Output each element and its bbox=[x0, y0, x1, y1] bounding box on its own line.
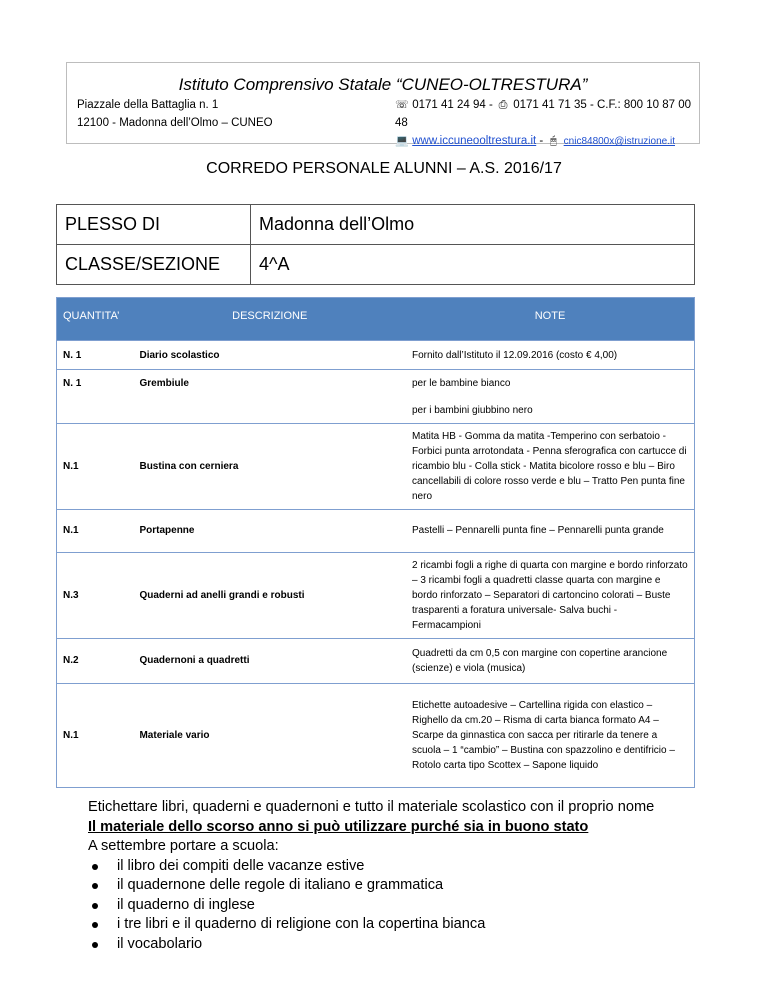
items-table bbox=[56, 297, 695, 788]
list-item: il libro dei compiti delle vacanze estive bbox=[88, 857, 654, 877]
plesso-value: Madonna dell’Olmo bbox=[251, 205, 695, 245]
item-quantity: N. 1 bbox=[57, 370, 134, 398]
table-row bbox=[57, 423, 695, 509]
separator: - bbox=[488, 99, 493, 111]
item-description: Grembiule bbox=[133, 370, 406, 398]
phone-icon: ☏ bbox=[395, 99, 409, 111]
label-instruction: Etichettare libri, quaderni e quadernoni e tutto il materiale scolastico con il proprio nome bbox=[88, 799, 655, 815]
reuse-notice: Il materiale dello scorso anno si può utilizzare purché sia in buono stato bbox=[88, 818, 589, 835]
item-quantity: N.2 bbox=[57, 638, 134, 683]
tax-code: C.F.: 800 10 87 00 48 bbox=[395, 99, 691, 129]
table-row bbox=[57, 341, 695, 370]
item-description: Materiale vario bbox=[133, 683, 406, 787]
item-quantity bbox=[57, 398, 134, 424]
item-note: Quadretti da cm 0,5 con margine con copertine arancione (scienze) e viola (musica) bbox=[406, 638, 695, 683]
fax-icon: ⎙ bbox=[498, 99, 508, 111]
document-title: CORREDO PERSONALE ALUNNI – A.S. 2016/17 bbox=[206, 160, 562, 177]
footer-notes bbox=[88, 798, 654, 954]
item-note: Etichette autoadesive – Cartellina rigida con elastico – Righello da cm.20 – Risma di carta bianca formato A4 – Scarpe da ginnastica con sacca per ritirarle da tenere a scuola – 1 “cambio” – Bustina con spazzolino e dentifricio – Rotolo carta tipo Scottex – Sapone liquido bbox=[406, 683, 695, 787]
mouse-icon: 🖱 bbox=[550, 135, 557, 147]
info-table bbox=[56, 204, 695, 285]
item-description: Portapenne bbox=[133, 509, 406, 552]
letterhead bbox=[66, 62, 700, 147]
list-item: il quadernone delle regole di italiano e grammatica bbox=[88, 876, 654, 896]
item-description: Quaderni ad anelli grandi e robusti bbox=[133, 552, 406, 638]
table-row bbox=[57, 683, 695, 787]
column-header-notes: NOTE bbox=[406, 298, 695, 341]
column-header-quantity: QUANTITA’ bbox=[57, 298, 134, 341]
item-note: per le bambine bianco bbox=[406, 370, 695, 398]
item-quantity: N.3 bbox=[57, 552, 134, 638]
table-row bbox=[57, 552, 695, 638]
school-name: Istituto Comprensivo Statale “CUNEO-OLTRESTURA” bbox=[178, 75, 588, 94]
item-note: Matita HB - Gomma da matita -Temperino con serbatoio - Forbici punta arrotondata - Penna sferografica con cartucce di ricambio blu - Colla stick - Matita bicolore rosso e blu – Biro cancellabili di colore rosso verde e blu – Tratto Pen punta fine nero bbox=[406, 423, 695, 509]
contacts-line-1 bbox=[395, 96, 699, 132]
item-quantity: N.1 bbox=[57, 509, 134, 552]
item-quantity: N.1 bbox=[57, 683, 134, 787]
item-note: 2 ricambi fogli a righe di quarta con margine e bordo rinforzato – 3 ricambi fogli a quadretti classe quarta con margine e bordo rinforzato – Separatori di cartoncino colorati – Buste trasparenti a foratura universale- Salva buchi - Fermacampioni bbox=[406, 552, 695, 638]
address-line-1: Piazzale della Battaglia n. 1 bbox=[77, 99, 219, 111]
separator: - bbox=[539, 135, 544, 147]
classe-row bbox=[57, 245, 695, 285]
email-link[interactable]: cnic84800x@istruzione.it bbox=[563, 136, 675, 147]
item-quantity: N.1 bbox=[57, 423, 134, 509]
separator: - bbox=[589, 99, 594, 111]
list-item: i tre libri e il quaderno di religione con la copertina bianca bbox=[88, 915, 654, 935]
website-link[interactable]: www.iccuneooltrestura.it bbox=[412, 135, 537, 147]
table-row bbox=[57, 509, 695, 552]
list-item: il quaderno di inglese bbox=[88, 896, 654, 916]
items-header-row bbox=[57, 298, 695, 341]
item-note: Fornito dall’Istituto il 12.09.2016 (costo € 4,00) bbox=[406, 341, 695, 370]
item-note: per i bambini giubbino nero bbox=[412, 404, 533, 416]
item-description bbox=[133, 398, 406, 424]
classe-value: 4^A bbox=[251, 245, 695, 285]
plesso-label: PLESSO DI bbox=[57, 205, 251, 245]
item-quantity: N. 1 bbox=[57, 341, 134, 370]
plesso-row bbox=[57, 205, 695, 245]
school-address bbox=[77, 96, 273, 132]
address-line-2: 12100 - Madonna dell’Olmo – CUNEO bbox=[77, 117, 273, 129]
phone-number: 0171 41 24 94 bbox=[412, 99, 486, 111]
classe-label: CLASSE/SEZIONE bbox=[57, 245, 251, 285]
contacts-line-2 bbox=[395, 132, 699, 151]
item-description: Bustina con cerniera bbox=[133, 423, 406, 509]
september-intro: A settembre portare a scuola: bbox=[88, 838, 279, 854]
table-row bbox=[57, 370, 695, 398]
item-note: Pastelli – Pennarelli punta fine – Pennarelli punta grande bbox=[406, 509, 695, 552]
september-list bbox=[88, 857, 654, 955]
school-contacts bbox=[395, 96, 699, 151]
column-header-description: DESCRIZIONE bbox=[133, 298, 406, 341]
list-item: il vocabolario bbox=[88, 935, 654, 955]
table-row bbox=[57, 638, 695, 683]
item-description: Diario scolastico bbox=[133, 341, 406, 370]
fax-number: 0171 41 71 35 bbox=[513, 99, 587, 111]
computer-icon: 💻 bbox=[395, 135, 409, 147]
table-row bbox=[57, 398, 695, 424]
item-description: Quadernoni a quadretti bbox=[133, 638, 406, 683]
